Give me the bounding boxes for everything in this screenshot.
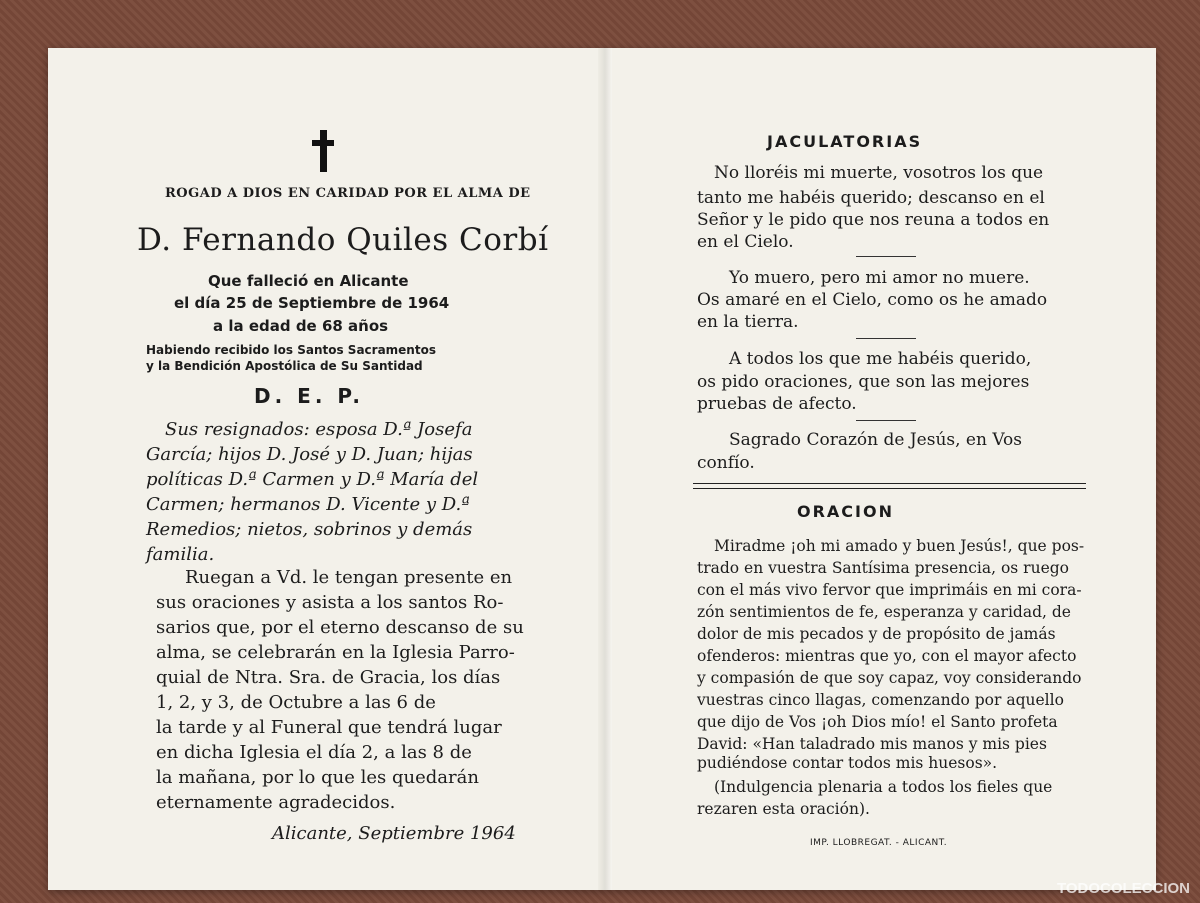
jaculatoria-line: Señor y le pido que nos reuna a todos en: [697, 210, 1050, 230]
dep-acronym: D. E. P.: [254, 384, 364, 408]
prayer-line: que dijo de Vos ¡oh Dios mío! el Santo profeta: [697, 713, 1058, 731]
double-rule: [693, 483, 1086, 489]
request-line: alma, se celebrarán en la Iglesia Parro-: [156, 642, 515, 663]
printer-mark: IMP. LLOBREGAT. - ALICANT.: [810, 838, 948, 848]
request-line: eternamente agradecidos.: [156, 792, 396, 813]
card-fold: [598, 48, 612, 890]
place-date: Alicante, Septiembre 1964: [272, 823, 516, 844]
prayer-line: con el más vivo fervor que imprimáis en mi cora-: [697, 581, 1082, 599]
prayer-request-heading: ROGAD A DIOS EN CARIDAD POR EL ALMA DE: [165, 186, 531, 201]
sacraments-line-2: y la Bendición Apostólica de Su Santidad: [146, 359, 423, 373]
prayer-line: vuestras cinco llagas, comenzando por aquello: [697, 691, 1064, 709]
request-line: en dicha Iglesia el día 2, a las 8 de: [156, 742, 472, 763]
request-line: quial de Ntra. Sra. de Gracia, los días: [156, 667, 501, 688]
prayer-line: pudiéndose contar todos mis huesos».: [697, 754, 998, 772]
prayer-line: Miradme ¡oh mi amado y buen Jesús!, que pos-: [714, 537, 1085, 555]
oracion-title: ORACION: [797, 502, 894, 521]
family-line: Carmen; hermanos D. Vicente y D.ª: [146, 494, 470, 515]
indulgence-line: (Indulgencia plenaria a todos los fieles que: [714, 778, 1053, 796]
deceased-name: D. Fernando Quiles Corbí: [137, 222, 549, 258]
request-line: 1, 2, y 3, de Octubre a las 6 de: [156, 692, 436, 713]
jaculatoria-line: confío.: [697, 453, 755, 473]
family-line: García; hijos D. José y D. Juan; hijas: [146, 444, 473, 465]
watermark: TODOCOLECCION: [1056, 880, 1190, 897]
family-line: Remedios; nietos, sobrinos y demás: [146, 519, 473, 540]
sacraments-line-1: Habiendo recibido los Santos Sacramentos: [146, 343, 436, 357]
jaculatoria-line: tanto me habéis querido; descanso en el: [697, 188, 1045, 208]
jaculatoria-line: Yo muero, pero mi amor no muere.: [729, 268, 1030, 288]
jaculatoria-line: os pido oraciones, que son las mejores: [697, 372, 1030, 392]
family-line: Sus resignados: esposa D.ª Josefa: [165, 419, 473, 440]
death-place: Que falleció en Alicante: [208, 272, 409, 290]
jaculatoria-line: en la tierra.: [697, 312, 799, 332]
prayer-line: zón sentimientos de fe, esperanza y caridad, de: [697, 603, 1071, 621]
separator-rule: [856, 256, 916, 257]
request-line: Ruegan a Vd. le tengan presente en: [185, 567, 513, 588]
cross-icon: [312, 130, 334, 172]
family-line: familia.: [146, 544, 215, 565]
request-line: la tarde y al Funeral que tendrá lugar: [156, 717, 502, 738]
prayer-line: ofenderos: mientras que yo, con el mayor afecto: [697, 647, 1077, 665]
jaculatorias-title: JACULATORIAS: [767, 132, 923, 151]
prayer-line: y compasión de que soy capaz, voy considerando: [697, 669, 1082, 687]
jaculatoria-line: en el Cielo.: [697, 232, 794, 252]
separator-rule: [856, 420, 916, 421]
jaculatoria-line: Sagrado Corazón de Jesús, en Vos: [729, 430, 1023, 450]
indulgence-line: rezaren esta oración).: [697, 800, 870, 818]
request-line: la mañana, por lo que les quedarán: [156, 767, 479, 788]
death-date: el día 25 de Septiembre de 1964: [174, 294, 450, 312]
request-line: sarios que, por el eterno descanso de su: [156, 617, 524, 638]
prayer-line: David: «Han taladrado mis manos y mis pies: [697, 735, 1047, 753]
request-line: sus oraciones y asista a los santos Ro-: [156, 592, 504, 613]
separator-rule: [856, 338, 916, 339]
jaculatoria-line: No lloréis mi muerte, vosotros los que: [714, 163, 1044, 183]
family-line: políticas D.ª Carmen y D.ª María del: [146, 469, 479, 490]
jaculatoria-line: pruebas de afecto.: [697, 394, 857, 414]
prayer-line: dolor de mis pecados y de propósito de jamás: [697, 625, 1056, 643]
jaculatoria-line: A todos los que me habéis querido,: [729, 349, 1032, 369]
death-age: a la edad de 68 años: [213, 317, 389, 335]
prayer-line: trado en vuestra Santísima presencia, os ruego: [697, 559, 1069, 577]
jaculatoria-line: Os amaré en el Cielo, como os he amado: [697, 290, 1048, 310]
